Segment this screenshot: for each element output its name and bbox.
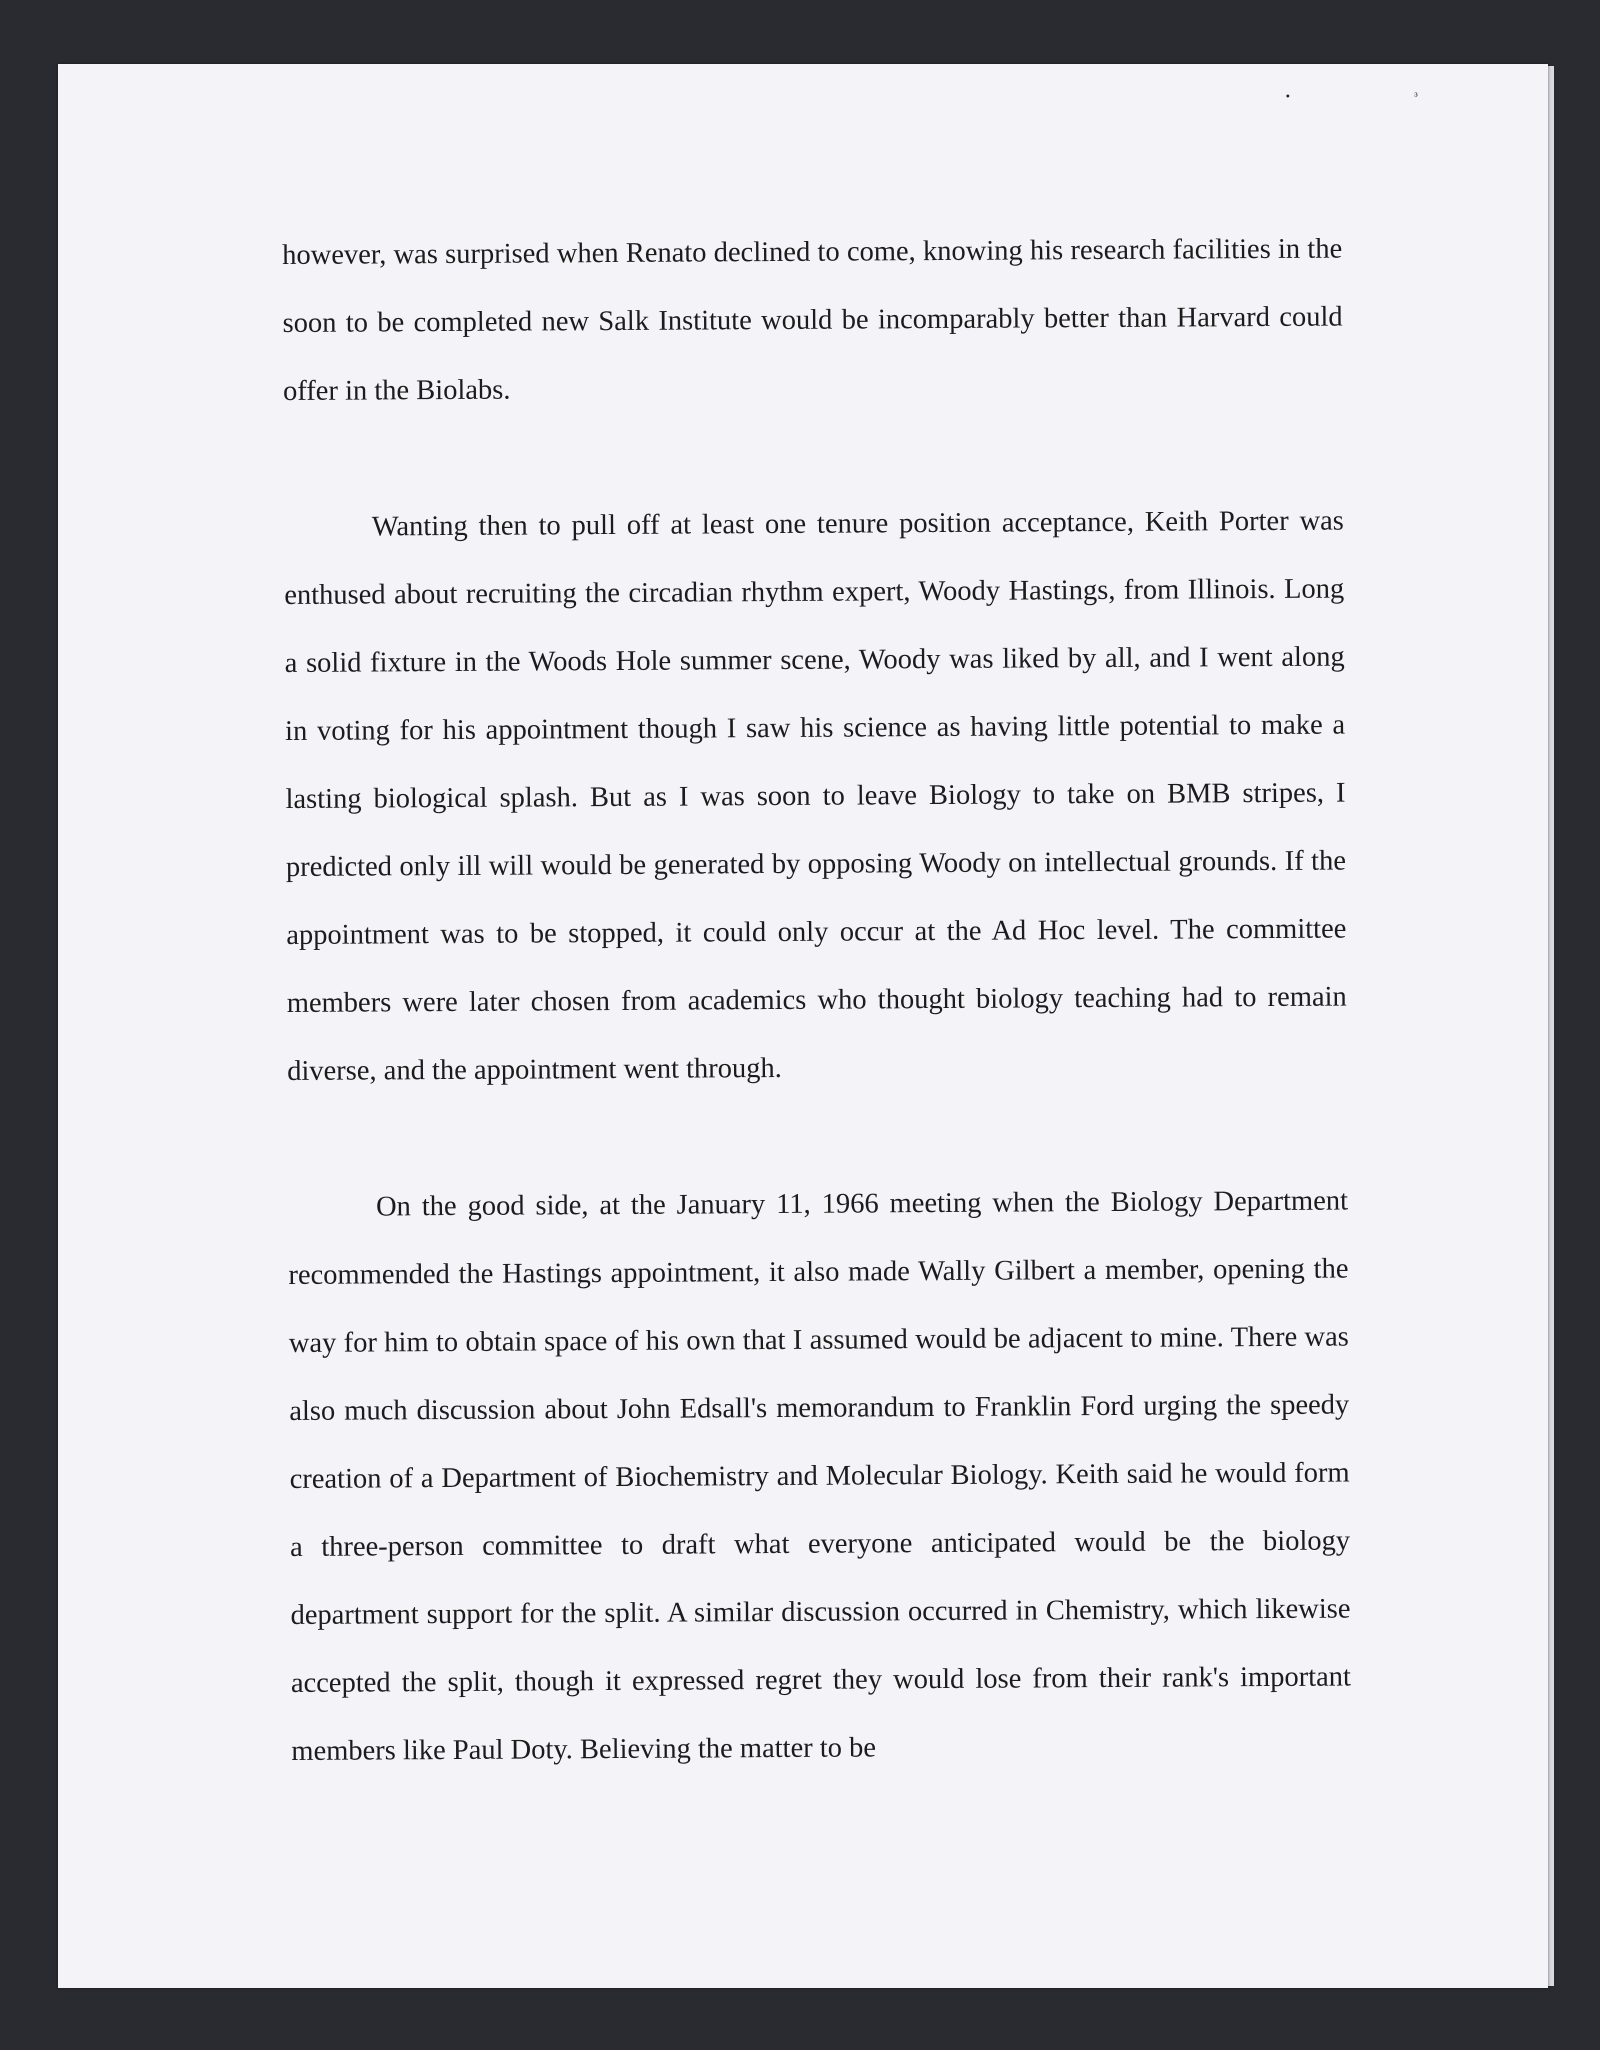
paragraph-2: Wanting then to pull off at least one tenure position acceptance, Keith Porter was enthused about recruiting the circadian rhythm expert, Woody Hastings, from Illinois. Long a solid fixture in the Woods Hole summer scene, Woody was liked by all, and I went along in voting for his appointment though I saw his science as having little potential to make a lasting biological splash. But as I was soon to leave Biology to take on BMB stripes, I predicted only ill will would be generated by opposing Woody on intellectual grounds. If the appointment was to be stopped, it could only occur at the Ad Hoc level. The committee members were later chosen from academics who thought biology teaching had to remain diverse, and the appointment went through.	[284, 505, 1347, 1087]
paragraph-3: On the good side, at the January 11, 1966 meeting when the Biology Department recommended the Hastings appointment, it also made Wally Gilbert a member, opening the way for him to obtain space of his own that I assumed would be adjacent to mine. There was also much discussion about John Edsall's memorandum to Franklin Ford urging the speedy creation of a Department of Biochemistry and Molecular Biology. Keith said he would form a three-person committee to draft what everyone anticipated would be the biology department support for the split. A similar discussion occurred in Chemistry, which likewise accepted the split, though it expressed regret they would lose from their rank's important members like Paul Doty. Believing the matter to be	[288, 1185, 1352, 1767]
document-page	[58, 64, 1548, 1988]
paragraph-1: however, was surprised when Renato declined to come, knowing his research facilities in the soon to be completed new Salk Institute would be incomparably better than Harvard could offer in the Biolabs.	[282, 233, 1343, 407]
body-text	[282, 216, 1352, 1786]
page-edge	[1548, 66, 1554, 1986]
corner-marks: • ³	[1284, 92, 1478, 103]
